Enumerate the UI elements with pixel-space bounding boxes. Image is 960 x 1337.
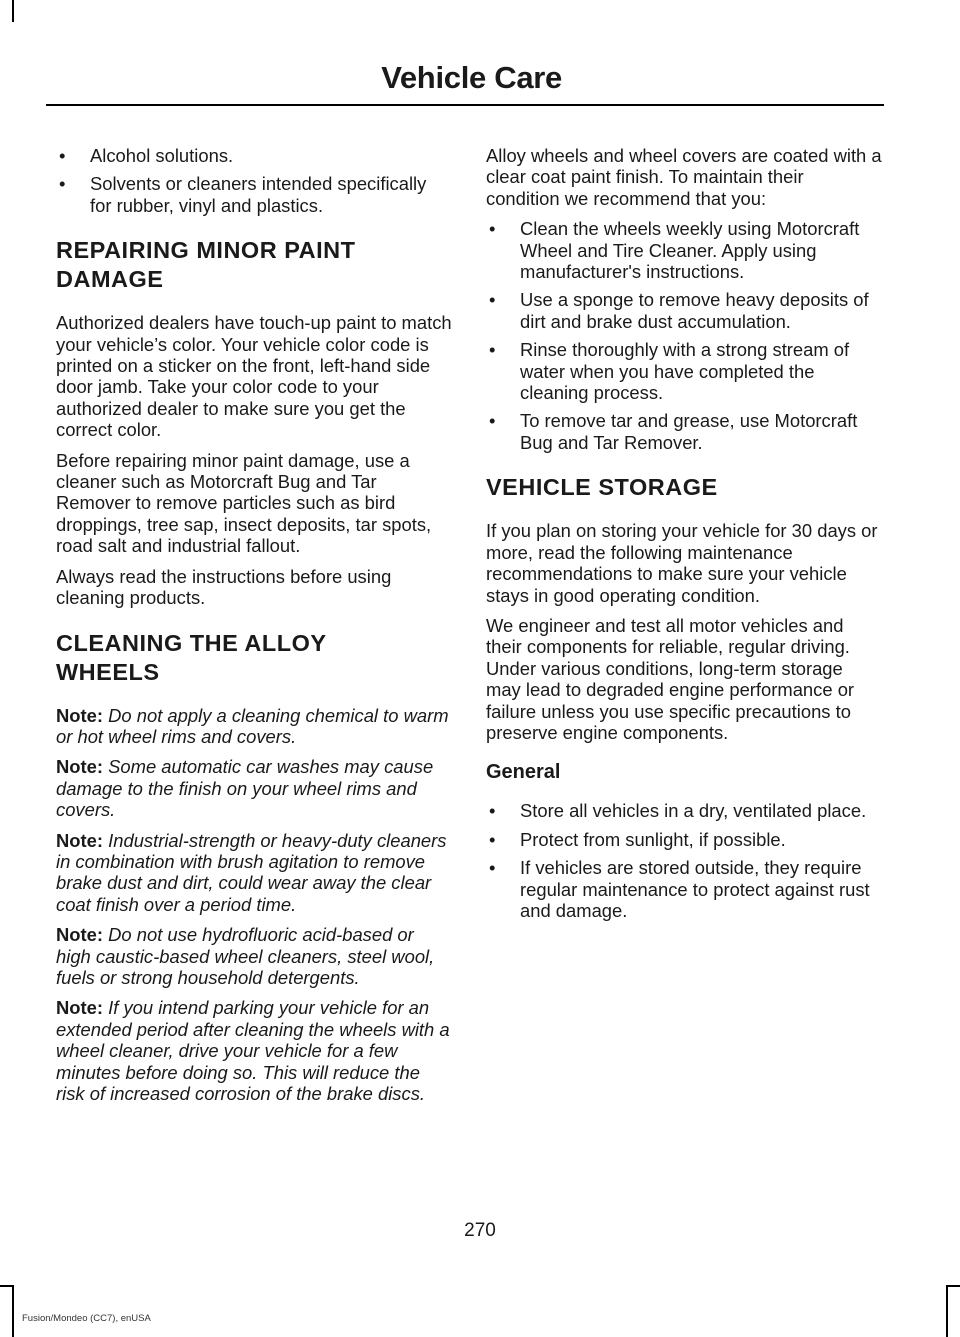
subheading-general: General <box>486 761 561 784</box>
list-item: • Rinse thoroughly with a strong stream of water when you have completed the cleaning process. <box>486 339 882 403</box>
list-item: • If vehicles are stored outside, they require regular maintenance to protect against rust and damage. <box>486 857 882 921</box>
crop-mark-bottom-right-v <box>946 1285 948 1337</box>
note-label: Note: <box>56 756 103 778</box>
paragraph: Alloy wheels and wheel covers are coated with a clear coat paint finish. To maintain their condition we recommend that you: <box>486 145 882 209</box>
paragraph: Authorized dealers have touch-up paint to match your vehicle’s color. Your vehicle color code is printed on a sticker on the front, left-hand side door jamb. Take your color code to your authorized dealer to make sure you get the correct color. <box>56 312 452 441</box>
crop-mark-bottom-left-h <box>0 1285 14 1287</box>
page-header-title: Vehicle Care <box>381 60 562 95</box>
note-label: Note: <box>56 997 103 1019</box>
section-heading-storage: VEHICLE STORAGE <box>486 474 718 501</box>
note <box>56 756 452 820</box>
header-divider <box>46 104 884 106</box>
note-label: Note: <box>56 829 103 851</box>
right-column <box>486 145 882 930</box>
left-column <box>56 145 452 1113</box>
note <box>56 705 452 748</box>
paragraph: Always read the instructions before using cleaning products. <box>56 565 392 609</box>
crop-mark-top-left-v <box>12 0 14 22</box>
list-item: • Alcohol solutions. <box>56 145 452 166</box>
crop-mark-bottom-right-h <box>946 1285 960 1287</box>
list-item: • To remove tar and grease, use Motorcraft Bug and Tar Remover. <box>486 410 882 453</box>
list-item: • Store all vehicles in a dry, ventilated place. <box>486 800 882 821</box>
page-number: 270 <box>464 1220 496 1241</box>
crop-mark-bottom-left-v <box>12 1285 14 1337</box>
note-text: Do not apply a cleaning chemical to warm or hot wheel rims and covers. <box>56 704 449 747</box>
note-text: Some automatic car washes may cause damage to the finish on your wheel rims and covers. <box>56 756 434 821</box>
note <box>56 830 452 916</box>
paragraph: We engineer and test all motor vehicles and their components for reliable, regular driving. Under various conditions, long-term storage may lead to degraded engine performance or failure unless you use specific precautions to preserve engine components. <box>486 614 855 743</box>
footer-doc-id: Fusion/Mondeo (CC7), enUSA <box>22 1313 151 1324</box>
section-heading-wheels: CLEANING THE ALLOY WHEELS <box>56 629 327 685</box>
section-heading-paint: REPAIRING MINOR PAINT DAMAGE <box>56 237 356 293</box>
note-text: Industrial-strength or heavy-duty cleaners in combination with brush agitation to remove brake dust and dirt, could wear away the clear coat finish over a period time. <box>56 829 447 915</box>
list-item: • Solvents or cleaners intended specifically for rubber, vinyl and plastics. <box>56 173 452 216</box>
list-item: • Use a sponge to remove heavy deposits of dirt and brake dust accumulation. <box>486 289 882 332</box>
note-label: Note: <box>56 704 103 726</box>
cleaner-bullet-list <box>56 145 452 216</box>
note-label: Note: <box>56 924 103 946</box>
general-bullet-list <box>486 800 882 921</box>
list-item: • Clean the wheels weekly using Motorcraft Wheel and Tire Cleaner. Apply using manufacturer's instructions. <box>486 218 882 282</box>
note <box>56 924 452 988</box>
wheel-care-bullet-list <box>486 218 882 453</box>
note-text: Do not use hydrofluoric acid-based or high caustic-based wheel cleaners, steel wool, fuels or strong household detergents. <box>56 924 435 988</box>
paragraph: Before repairing minor paint damage, use a cleaner such as Motorcraft Bug and Tar Remover to remove particles such as bird droppings, tree sap, insect deposits, tar spots, road salt and industrial fallout. <box>56 449 432 557</box>
note <box>56 997 452 1104</box>
note-text: If you intend parking your vehicle for an extended period after cleaning the wheels with a wheel cleaner, drive your vehicle for a few minutes before doing so. This will reduce the risk of increased corrosion of the brake discs. <box>56 997 450 1104</box>
list-item: • Protect from sunlight, if possible. <box>486 829 882 850</box>
paragraph: If you plan on storing your vehicle for 30 days or more, read the following maintenance recommendations to make sure your vehicle stays in good operating condition. <box>486 520 878 606</box>
